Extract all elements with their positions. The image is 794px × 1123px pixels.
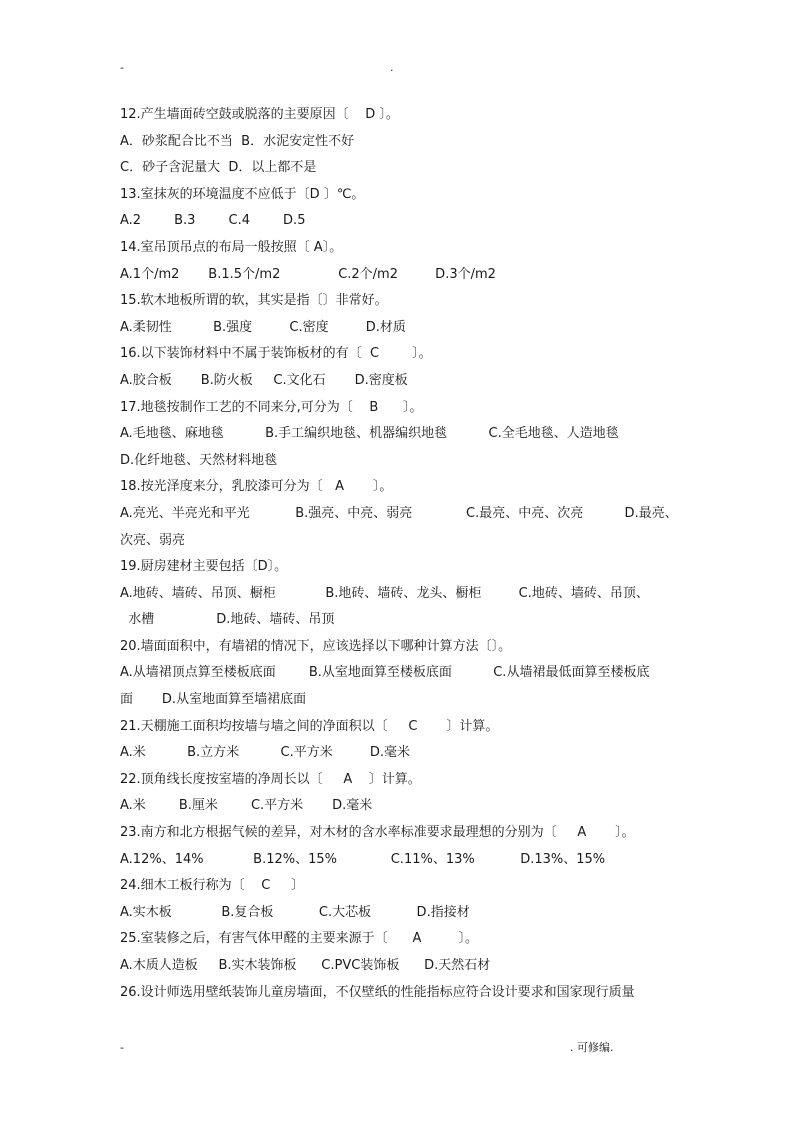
question-21: 21.天棚施工面积均按墙与墙之间的净面积以〔 C 〕计算。 xyxy=(120,718,499,734)
document-body xyxy=(120,102,680,1006)
question-22: 22.顶角线长度按室墙的净周长以〔 A 〕计算。 xyxy=(120,771,421,787)
question-20: 20.墙面面积中，有墙裙的情况下，应该选择以下哪种计算方法〔〕。 xyxy=(120,638,512,654)
question-16: 16.以下装饰材料中不属于装饰板材的有〔 C 〕。 xyxy=(120,346,432,362)
question-15: 15.软木地板所谓的软，其实是指〔〕非常好。 xyxy=(120,293,388,309)
question-17-options: A.毛地毯、麻地毯 B.手工编织地毯、机器编织地毯 C.全毛地毯、人造地毯 xyxy=(120,426,619,442)
page-header xyxy=(0,60,794,76)
question-20-options-cont: 面 D.从室地面算至墙裙底面 xyxy=(120,692,307,708)
header-left-mark: - xyxy=(120,61,124,74)
question-17: 17.地毯按制作工艺的不同来分,可分为〔 B 〕。 xyxy=(120,399,423,415)
question-25-options: A.木质人造板 B.实木装饰板 C.PVC装饰板 D.天然石材 xyxy=(120,958,491,973)
question-14-options: A.1个/m2 B.1.5个/m2 C.2个/m2 D.3个/m2 xyxy=(120,266,496,282)
footer-left-mark: - xyxy=(120,1041,124,1054)
footer-editable-note: . 可修编. xyxy=(570,1041,614,1054)
question-22-options: A.米 B.厘米 C.平方米 D.毫米 xyxy=(120,798,373,814)
question-19: 19.厨房建材主要包括〔D〕。 xyxy=(120,559,288,575)
question-18-options-cont: 次亮、弱亮 xyxy=(120,532,186,548)
question-19-options: A.地砖、墙砖、吊顶、橱柜 B.地砖、墙砖、龙头、橱柜 C.地砖、墙砖、吊顶、 xyxy=(120,585,649,601)
question-21-options: A.米 B.立方米 C.平方米 D.毫米 xyxy=(120,745,411,761)
question-18: 18.按光泽度来分，乳胶漆可分为〔 A 〕。 xyxy=(120,479,393,495)
question-13: 13.室抹灰的环境温度不应低于〔D 〕℃。 xyxy=(120,186,365,202)
header-right-mark: . xyxy=(390,61,394,74)
question-13-options: A.2 B.3 C.4 D.5 xyxy=(120,213,306,229)
question-20-options: A.从墙裙顶点算至楼板底面 B.从室地面算至楼板底面 C.从墙裙最低面算至楼板底 xyxy=(120,665,650,681)
question-23-options: A.12%、14% B.12%、15% C.11%、13% D.13%、15% xyxy=(120,851,606,867)
question-24: 24.细木工板行称为〔 C 〕 xyxy=(120,878,304,894)
question-24-options: A.实木板 B.复合板 C.大芯板 D.指接材 xyxy=(120,904,470,920)
question-12-options-c-d: C．砂子含泥量大 D．以上都不是 xyxy=(120,160,317,176)
page-footer xyxy=(0,1040,794,1056)
question-25: 25.室装修之后，有害气体甲醛的主要来源于〔 A 〕。 xyxy=(120,931,479,947)
question-19-options-cont: 水槽 D.地砖、墙砖、吊顶 xyxy=(120,612,335,628)
question-23: 23.南方和北方根据气候的差异，对木材的含水率标准要求最理想的分别为〔 A 〕。 xyxy=(120,825,635,841)
question-16-options: A.胶合板 B.防火板 C.文化石 D.密度板 xyxy=(120,372,408,388)
question-12-options-a-b: A．砂浆配合比不当 B．水泥安定性不好 xyxy=(120,133,355,149)
question-14: 14.室吊顶吊点的布局一般按照〔 A〕。 xyxy=(120,239,343,255)
question-26: 26.设计师选用壁纸装饰儿童房墙面，不仅壁纸的性能指标应符合设计要求和国家现行质量 xyxy=(120,984,635,1000)
question-17-options-cont: D.化纤地毯、天然材料地毯 xyxy=(120,452,278,468)
question-12: 12.产生墙面砖空鼓或脱落的主要原因〔 D 〕。 xyxy=(120,107,399,122)
question-18-options: A.亮光、半亮光和平光 B.强亮、中亮、弱亮 C.最亮、中亮、次亮 D.最亮、 xyxy=(120,505,678,521)
question-15-options: A.柔韧性 B.强度 C.密度 D.材质 xyxy=(120,319,406,335)
